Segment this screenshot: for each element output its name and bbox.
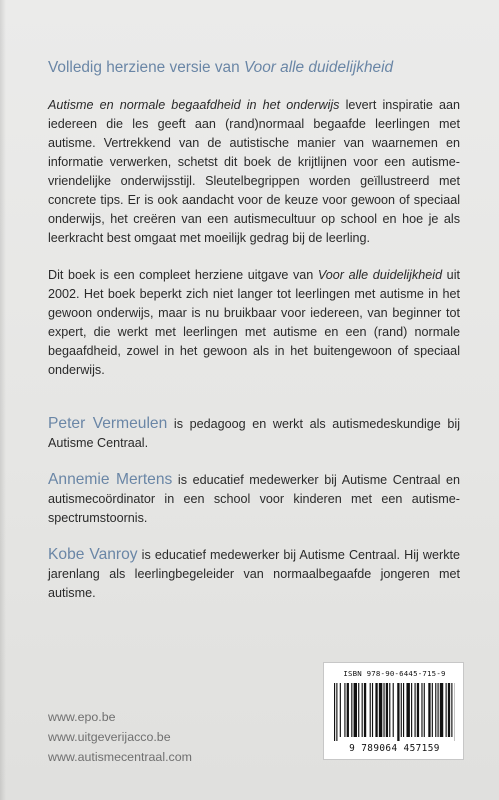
barcode-bar [358, 683, 359, 737]
paragraph-1-text: levert inspiratie aan iedereen die les geeft aan (rand)normaal begaafde leerlingen met autisme. Vertrekkend van de autistische manier van waarnemen en informatie verwerken, schetst dit boek de krijtlijnen voor een autisme-vriendelijke onderwijsstijl. Sleutelbegrippen worden geïllustreerd met concrete tips. Er is ook aandacht voor de keuze voor gewoon of speciaal onderwijs, het creëren van een autismecultuur op school en hoe je als leerkracht best omgaat met moeilijk gedrag bij de leerling. [48, 98, 460, 245]
barcode-bar [379, 683, 382, 737]
barcode-bar [432, 683, 433, 737]
barcode-bar [438, 683, 439, 737]
paragraph-2-text-before: Dit boek is een compleet herziene uitgave van [48, 268, 318, 282]
author-bio [48, 470, 460, 528]
isbn-barcode [323, 662, 464, 760]
barcode-digits: 9 789064 457159 [349, 743, 440, 754]
barcode-bar [375, 683, 377, 737]
paragraph-2-text-after: uit 2002. Het boek beperkt zich niet langer tot leerlingen met autisme in het gewoon onderwijs, maar is nu bruikbaar voor iedereen, van beginner tot expert, die werkt met leerlingen met autisme en een (rand) normale begaafdheid, zowel in het gewoon als in het buitengewoon of speciaal onderwijs. [48, 268, 460, 377]
barcode-bar [336, 683, 337, 741]
website-link-autismecentraal[interactable]: www.autismecentraal.com [48, 750, 192, 764]
author-name: Kobe Vanroy [48, 546, 138, 563]
barcode-bar [347, 683, 349, 737]
book-title-italic: Autisme en normale begaafdheid in het onderwijs [48, 98, 340, 112]
barcode-bar [417, 683, 419, 737]
barcode-bar [435, 683, 436, 737]
headline-prefix: Volledig herziene versie van [48, 59, 244, 76]
barcode-bar [364, 683, 366, 737]
barcode-bar [386, 683, 388, 737]
barcode-bar [393, 683, 394, 737]
author-description: is educatief medewerker bij Autisme Centraal. Hij werkte jarenlang als leerlingbegeleider van normaalbegaafde jongeren met autisme. [48, 548, 460, 600]
author-bios [48, 414, 460, 603]
author-description: is pedagoog en werkt als autismedeskundige bij Autisme Centraal. [48, 417, 461, 450]
isbn-label: ISBN 978-90-6445-715-9 [343, 669, 446, 678]
barcode-bar [372, 683, 373, 737]
author-description: is educatief medewerker bij Autisme Centraal en autismecoördinator in een school voor kinderen met een autismespectrumstoornis. [48, 473, 460, 525]
description-paragraph-2 [48, 266, 460, 380]
barcode-bar [344, 683, 345, 737]
spine-shadow [0, 0, 6, 800]
website-link-epo[interactable]: www.epo.be [48, 710, 116, 724]
headline [48, 58, 460, 78]
barcode-bar [397, 683, 399, 741]
description-paragraph-1 [48, 96, 460, 248]
cover-text [48, 58, 460, 620]
barcode-icon [334, 683, 455, 741]
barcode-bar [362, 683, 363, 737]
barcode-bar [411, 683, 412, 737]
author-name: Annemie Mertens [48, 471, 173, 488]
barcode-bar [403, 683, 404, 737]
author-bio [48, 414, 460, 453]
barcode-bar [370, 683, 371, 737]
website-links [48, 707, 192, 767]
barcode-bar [448, 683, 450, 737]
barcode-bar [401, 683, 402, 737]
author-name: Peter Vermeulen [48, 415, 168, 432]
barcode-bar [334, 683, 335, 741]
barcode-bar [451, 683, 452, 737]
barcode-bar [406, 683, 409, 737]
barcode-bar [383, 683, 384, 737]
barcode-bar [354, 683, 357, 737]
headline-title: Voor alle duidelijkheid [243, 59, 394, 76]
barcode-bar [421, 683, 422, 737]
barcode-bar [440, 683, 443, 737]
previous-title-italic: Voor alle duidelijkheid [317, 268, 443, 282]
barcode-bar [340, 683, 341, 737]
barcode-bar [428, 683, 430, 737]
author-bio [48, 545, 460, 603]
barcode-bar [415, 683, 416, 737]
barcode-bar [389, 683, 390, 737]
barcode-bar [351, 683, 352, 737]
website-link-acco[interactable]: www.uitgeverijacco.be [48, 730, 171, 744]
barcode-bar [446, 683, 447, 737]
barcode-bar [424, 683, 425, 737]
